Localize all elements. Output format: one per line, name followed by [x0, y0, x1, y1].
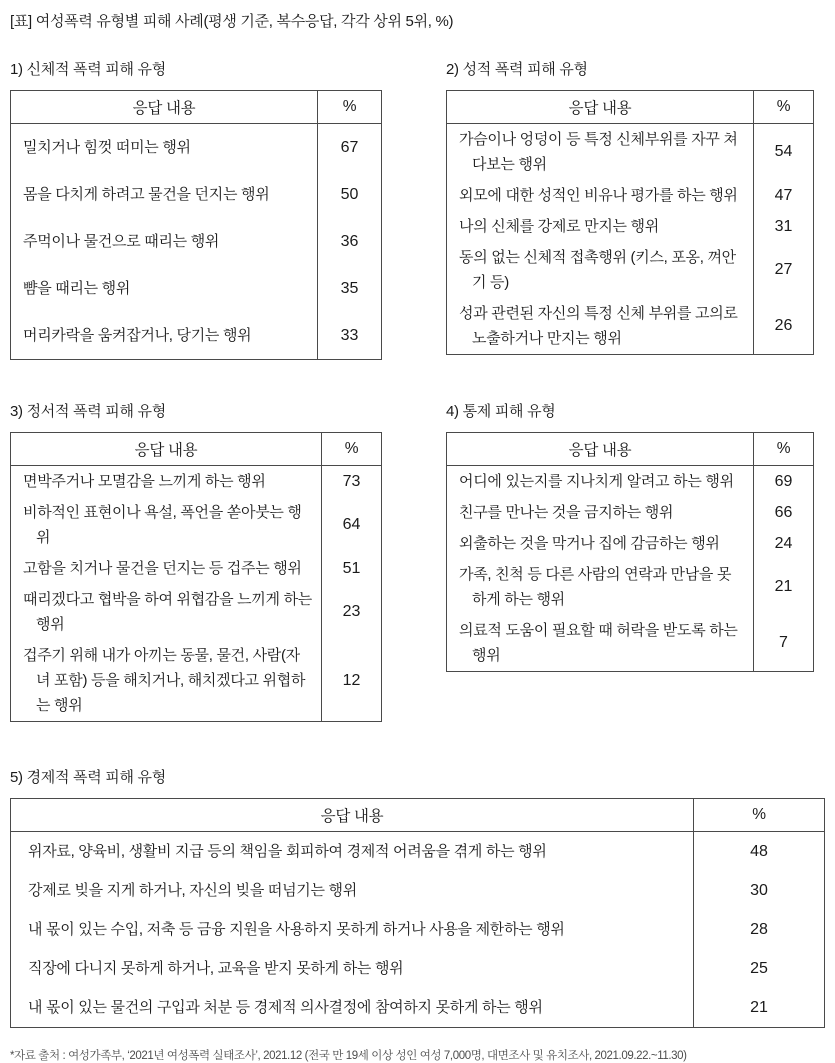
- response-label: 가슴이나 엉덩이 등 특정 신체부위를 자꾸 쳐다보는 행위: [459, 131, 738, 173]
- column-header-percent: %: [694, 799, 825, 832]
- percent-value: 73: [322, 466, 382, 498]
- column-header-percent: %: [322, 433, 382, 466]
- response-label: 직장에 다니지 못하게 하거나, 교육을 받지 못하게 하는 행위: [28, 960, 404, 977]
- section-physical-violence: [10, 58, 382, 360]
- response-label: 외출하는 것을 막거나 집에 감금하는 행위: [459, 535, 720, 552]
- table-row: [447, 298, 814, 355]
- response-label: 머리카락을 움켜잡거나, 당기는 행위: [23, 327, 252, 344]
- section-sexual-violence: [446, 58, 814, 355]
- percent-value: 54: [754, 124, 814, 181]
- table-row: [447, 497, 814, 528]
- table-header-row: [11, 433, 382, 466]
- table-row: [11, 910, 825, 949]
- table-header-row: [447, 91, 814, 124]
- economic-violence-table: [10, 798, 825, 1028]
- percent-value: 24: [754, 528, 814, 559]
- percent-value: 48: [694, 832, 825, 872]
- response-label: 밀치거나 힘껏 떠미는 행위: [23, 139, 191, 156]
- response-label: 동의 없는 신체적 접촉행위 (키스, 포옹, 껴안기 등): [459, 249, 736, 291]
- response-label: 가족, 친척 등 다른 사람의 연락과 만남을 못하게 하는 행위: [459, 566, 732, 608]
- table-row: [447, 124, 814, 181]
- percent-value: 35: [318, 265, 382, 312]
- response-label: 면박주거나 모멸감을 느끼게 하는 행위: [23, 473, 266, 490]
- column-header-response: 응답 내용: [11, 799, 694, 832]
- source-footnote: *자료 출처 : 여성가족부, ‘2021년 여성폭력 실태조사’, 2021.12 (전국 만 19세 이상 성인 여성 7,000명, 대면조사 및 유치조사, 2021.09.22.~11.30): [10, 1050, 687, 1062]
- sections-row-1: [10, 58, 825, 360]
- table-row: [11, 312, 382, 360]
- response-label: 내 몫이 있는 수입, 저축 등 금융 지원을 사용하지 못하게 하거나 사용을 제한하는 행위: [28, 921, 565, 938]
- table-row: [11, 949, 825, 988]
- table-row: [11, 553, 382, 584]
- response-label: 위자료, 양육비, 생활비 지급 등의 책임을 회피하여 경제적 어려움을 겪게 하는 행위: [28, 843, 547, 860]
- table-row: [11, 124, 382, 172]
- column-header-percent: %: [754, 433, 814, 466]
- table-row: [447, 211, 814, 242]
- table-row: [447, 180, 814, 211]
- column-header-response: 응답 내용: [447, 433, 754, 466]
- response-label: 몸을 다치게 하려고 물건을 던지는 행위: [23, 186, 270, 203]
- control-table: [446, 432, 814, 672]
- column-header-percent: %: [754, 91, 814, 124]
- response-label: 의료적 도움이 필요할 때 허락을 받도록 하는 행위: [459, 622, 738, 664]
- table-row: [447, 559, 814, 615]
- column-header-percent: %: [318, 91, 382, 124]
- table-row: [447, 466, 814, 498]
- table-row: [11, 832, 825, 872]
- percent-value: 23: [322, 584, 382, 640]
- physical-violence-table: [10, 90, 382, 360]
- percent-value: 7: [754, 615, 814, 672]
- sexual-violence-table: [446, 90, 814, 355]
- section-heading-physical: 1) 신체적 폭력 피해 유형: [10, 61, 166, 78]
- response-label: 내 몫이 있는 물건의 구입과 처분 등 경제적 의사결정에 참여하지 못하게 하는 행위: [28, 999, 543, 1016]
- response-label: 어디에 있는지를 지나치게 알려고 하는 행위: [459, 473, 734, 490]
- percent-value: 67: [318, 124, 382, 172]
- section-heading-emotional: 3) 정서적 폭력 피해 유형: [10, 403, 166, 420]
- response-label: 외모에 대한 성적인 비유나 평가를 하는 행위: [459, 187, 738, 204]
- column-header-response: 응답 내용: [447, 91, 754, 124]
- section-heading-control: 4) 통제 피해 유형: [446, 403, 556, 420]
- table-header-row: [11, 799, 825, 832]
- percent-value: 12: [322, 640, 382, 722]
- response-label: 친구를 만나는 것을 금지하는 행위: [459, 504, 674, 521]
- percent-value: 36: [318, 218, 382, 265]
- section-emotional-violence: [10, 400, 382, 722]
- sections-row-2: [10, 400, 825, 722]
- response-label: 비하적인 표현이나 욕설, 폭언을 쏟아붓는 행위: [23, 504, 302, 546]
- table-row: [11, 466, 382, 498]
- response-label: 때리겠다고 협박을 하여 위협감을 느끼게 하는 행위: [23, 591, 312, 633]
- section-economic-violence: [10, 766, 825, 1028]
- response-label: 나의 신체를 강제로 만지는 행위: [459, 218, 659, 235]
- percent-value: 27: [754, 242, 814, 298]
- page-title: [표] 여성폭력 유형별 피해 사례(평생 기준, 복수응답, 각각 상위 5위, %): [10, 13, 454, 30]
- response-label: 강제로 빚을 지게 하거나, 자신의 빚을 떠넘기는 행위: [28, 882, 357, 899]
- response-label: 겁주기 위해 내가 아끼는 동물, 물건, 사람(자녀 포함) 등을 해치거나, 해치겠다고 위협하는 행위: [23, 647, 306, 714]
- table-row: [447, 528, 814, 559]
- response-label: 주먹이나 물건으로 때리는 행위: [23, 233, 220, 250]
- percent-value: 69: [754, 466, 814, 498]
- percent-value: 66: [754, 497, 814, 528]
- table-row: [11, 640, 382, 722]
- response-label: 성과 관련된 자신의 특정 신체 부위를 고의로 노출하거나 만지는 행위: [459, 305, 738, 347]
- percent-value: 21: [754, 559, 814, 615]
- response-label: 뺨을 때리는 행위: [23, 280, 131, 297]
- response-label: 고함을 치거나 물건을 던지는 등 겁주는 행위: [23, 560, 302, 577]
- table-row: [447, 615, 814, 672]
- table-row: [447, 242, 814, 298]
- percent-value: 50: [318, 171, 382, 218]
- table-header-row: [11, 91, 382, 124]
- percent-value: 51: [322, 553, 382, 584]
- table-row: [11, 871, 825, 910]
- emotional-violence-table: [10, 432, 382, 722]
- table-row: [11, 265, 382, 312]
- table-row: [11, 218, 382, 265]
- percent-value: 64: [322, 497, 382, 553]
- percent-value: 28: [694, 910, 825, 949]
- percent-value: 31: [754, 211, 814, 242]
- table-header-row: [447, 433, 814, 466]
- column-header-response: 응답 내용: [11, 433, 322, 466]
- percent-value: 21: [694, 988, 825, 1028]
- table-row: [11, 497, 382, 553]
- column-header-response: 응답 내용: [11, 91, 318, 124]
- section-control: [446, 400, 814, 672]
- table-row: [11, 584, 382, 640]
- percent-value: 30: [694, 871, 825, 910]
- table-row: [11, 988, 825, 1028]
- percent-value: 26: [754, 298, 814, 355]
- section-heading-economic: 5) 경제적 폭력 피해 유형: [10, 769, 166, 786]
- percent-value: 25: [694, 949, 825, 988]
- percent-value: 47: [754, 180, 814, 211]
- table-row: [11, 171, 382, 218]
- section-heading-sexual: 2) 성적 폭력 피해 유형: [446, 61, 588, 78]
- percent-value: 33: [318, 312, 382, 360]
